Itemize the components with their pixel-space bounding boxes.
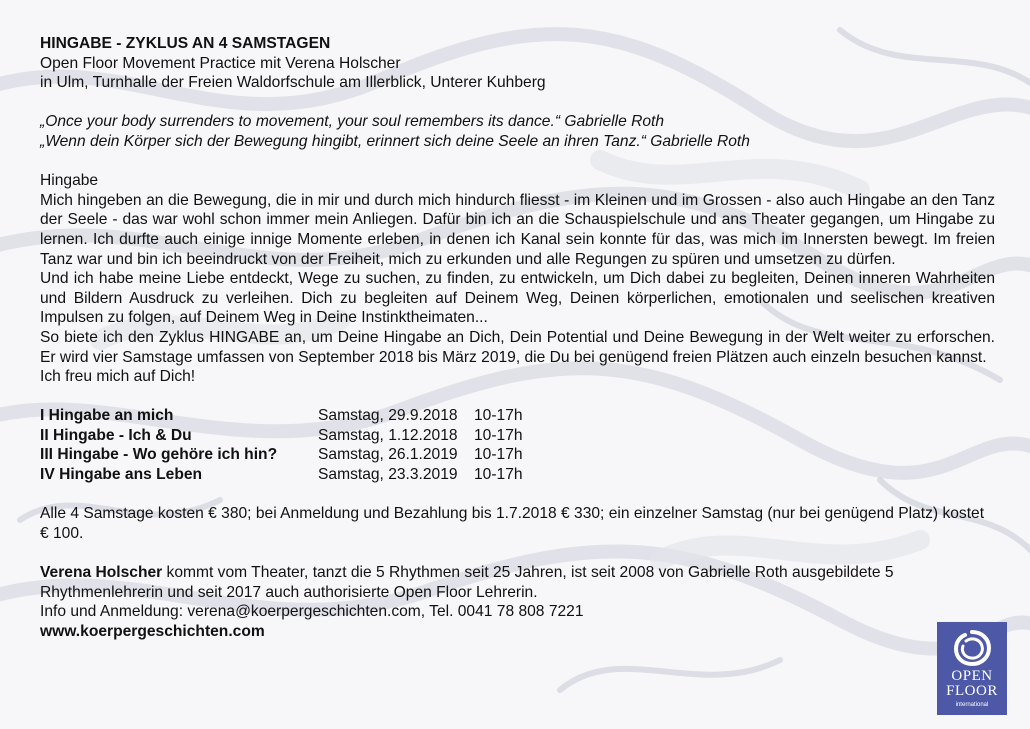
description-paragraph: Mich hingeben an die Bewegung, die in mir und durch mich hindurch fliesst - im Kleinen und im Grossen - also auch Hingabe an den Tanz der Seele - das war wohl schon immer mein Anliegen. Dafür bin ich an die Schauspielschule und ans Theater gegangen, um Hingabe zu lernen. Ich durfte auch einige innige Momente erleben, in denen ich Kanal sein konnte für das, was mich im Innersten bewegt. Im freien Tanz war und bin ich beeindruckt von der Freiheit, mich zu erkunden und alle Regungen zu spüren und umsetzen zu dürfen. — [40, 191, 995, 268]
quote-english: „Once your body surrenders to movement, your soul remembers its dance.“ Gabrielle Roth — [40, 113, 665, 131]
schedule-row — [40, 445, 995, 465]
schedule-row — [40, 406, 995, 426]
pricing-text: Alle 4 Samstage kosten € 380; bei Anmeldung und Bezahlung bis 1.7.2018 € 330; ein einzelner Samstag (nur bei genügend Platz) kostet € 100. — [40, 505, 985, 542]
session-title: IV Hingabe ans Leben — [40, 466, 203, 484]
session-time: 10-17h — [474, 407, 523, 425]
event-subtitle: Open Floor Movement Practice mit Verena Holscher — [40, 54, 401, 72]
session-time: 10-17h — [474, 446, 523, 464]
contact-info: Info und Anmeldung: verena@koerpergeschichten.com, Tel. 0041 78 808 7221 — [40, 603, 584, 621]
schedule-row — [40, 426, 995, 446]
logo-line-open: OPEN — [951, 668, 993, 684]
session-date: Samstag, 26.1.2019 — [318, 446, 458, 464]
description — [40, 171, 995, 387]
flyer-content — [40, 34, 995, 641]
session-time: 10-17h — [474, 466, 523, 484]
description-paragraph: Ich freu mich auf Dich! — [40, 368, 196, 386]
event-title: HINGABE - ZYKLUS AN 4 SAMSTAGEN — [40, 35, 331, 52]
session-date: Samstag, 29.9.2018 — [318, 407, 458, 425]
open-floor-logo — [937, 622, 1007, 715]
open-floor-circle-icon — [952, 629, 992, 667]
description-paragraph: Und ich habe meine Liebe entdeckt, Wege zu suchen, zu finden, zu entwickeln, um Dich dabei zu begleiten, Deinen inneren Wahrheiten und Bildern Ausdruck zu verleihen. Dich zu begleiten auf Deinem Weg, Deinen körperlichen, emotionalen und seelischen kreativen Impulsen zu folgen, auf Deinem Weg in Deine Instinktheimaten... — [40, 270, 995, 327]
session-title: I Hingabe an mich — [40, 407, 174, 425]
logo-line-floor: FLOOR — [946, 683, 998, 699]
website-link[interactable]: www.koerpergeschichten.com — [40, 622, 265, 640]
quote-german: „Wenn dein Körper sich der Bewegung hingibt, erinnert sich deine Seele an ihren Tanz.“ Gabrielle Roth — [40, 132, 750, 150]
schedule — [40, 406, 995, 484]
schedule-row — [40, 465, 995, 485]
description-paragraph: So biete ich den Zyklus HINGABE an, um Deine Hingabe an Dich, Dein Potential und Deine Bewegung in der Welt weiter zu erforschen. Er wird vier Samstage umfassen von September 2018 bis März 2019, die Du bei genügend freien Plätzen auch einzeln besuchen kannst. — [40, 328, 995, 366]
session-time: 10-17h — [474, 426, 523, 444]
teacher-name: Verena Holscher — [40, 564, 163, 582]
bio-text — [40, 563, 995, 602]
event-location: in Ulm, Turnhalle der Freien Waldorfschule am Illerblick, Unterer Kuhberg — [40, 74, 546, 92]
bio-description: kommt vom Theater, tanzt die 5 Rhythmen seit 25 Jahren, ist seit 2008 von Gabrielle Roth ausgebildete 5 Rhythmenlehrerin und seit 2017 auch authorisierte Open Floor Lehrerin. — [40, 564, 894, 601]
session-title: II Hingabe - Ich & Du — [40, 426, 192, 444]
session-date: Samstag, 23.3.2019 — [318, 466, 458, 484]
description-heading: Hingabe — [40, 172, 99, 190]
session-title: III Hingabe - Wo gehöre ich hin? — [40, 446, 278, 464]
logo-line-international: international — [955, 702, 989, 708]
session-date: Samstag, 1.12.2018 — [318, 426, 458, 444]
